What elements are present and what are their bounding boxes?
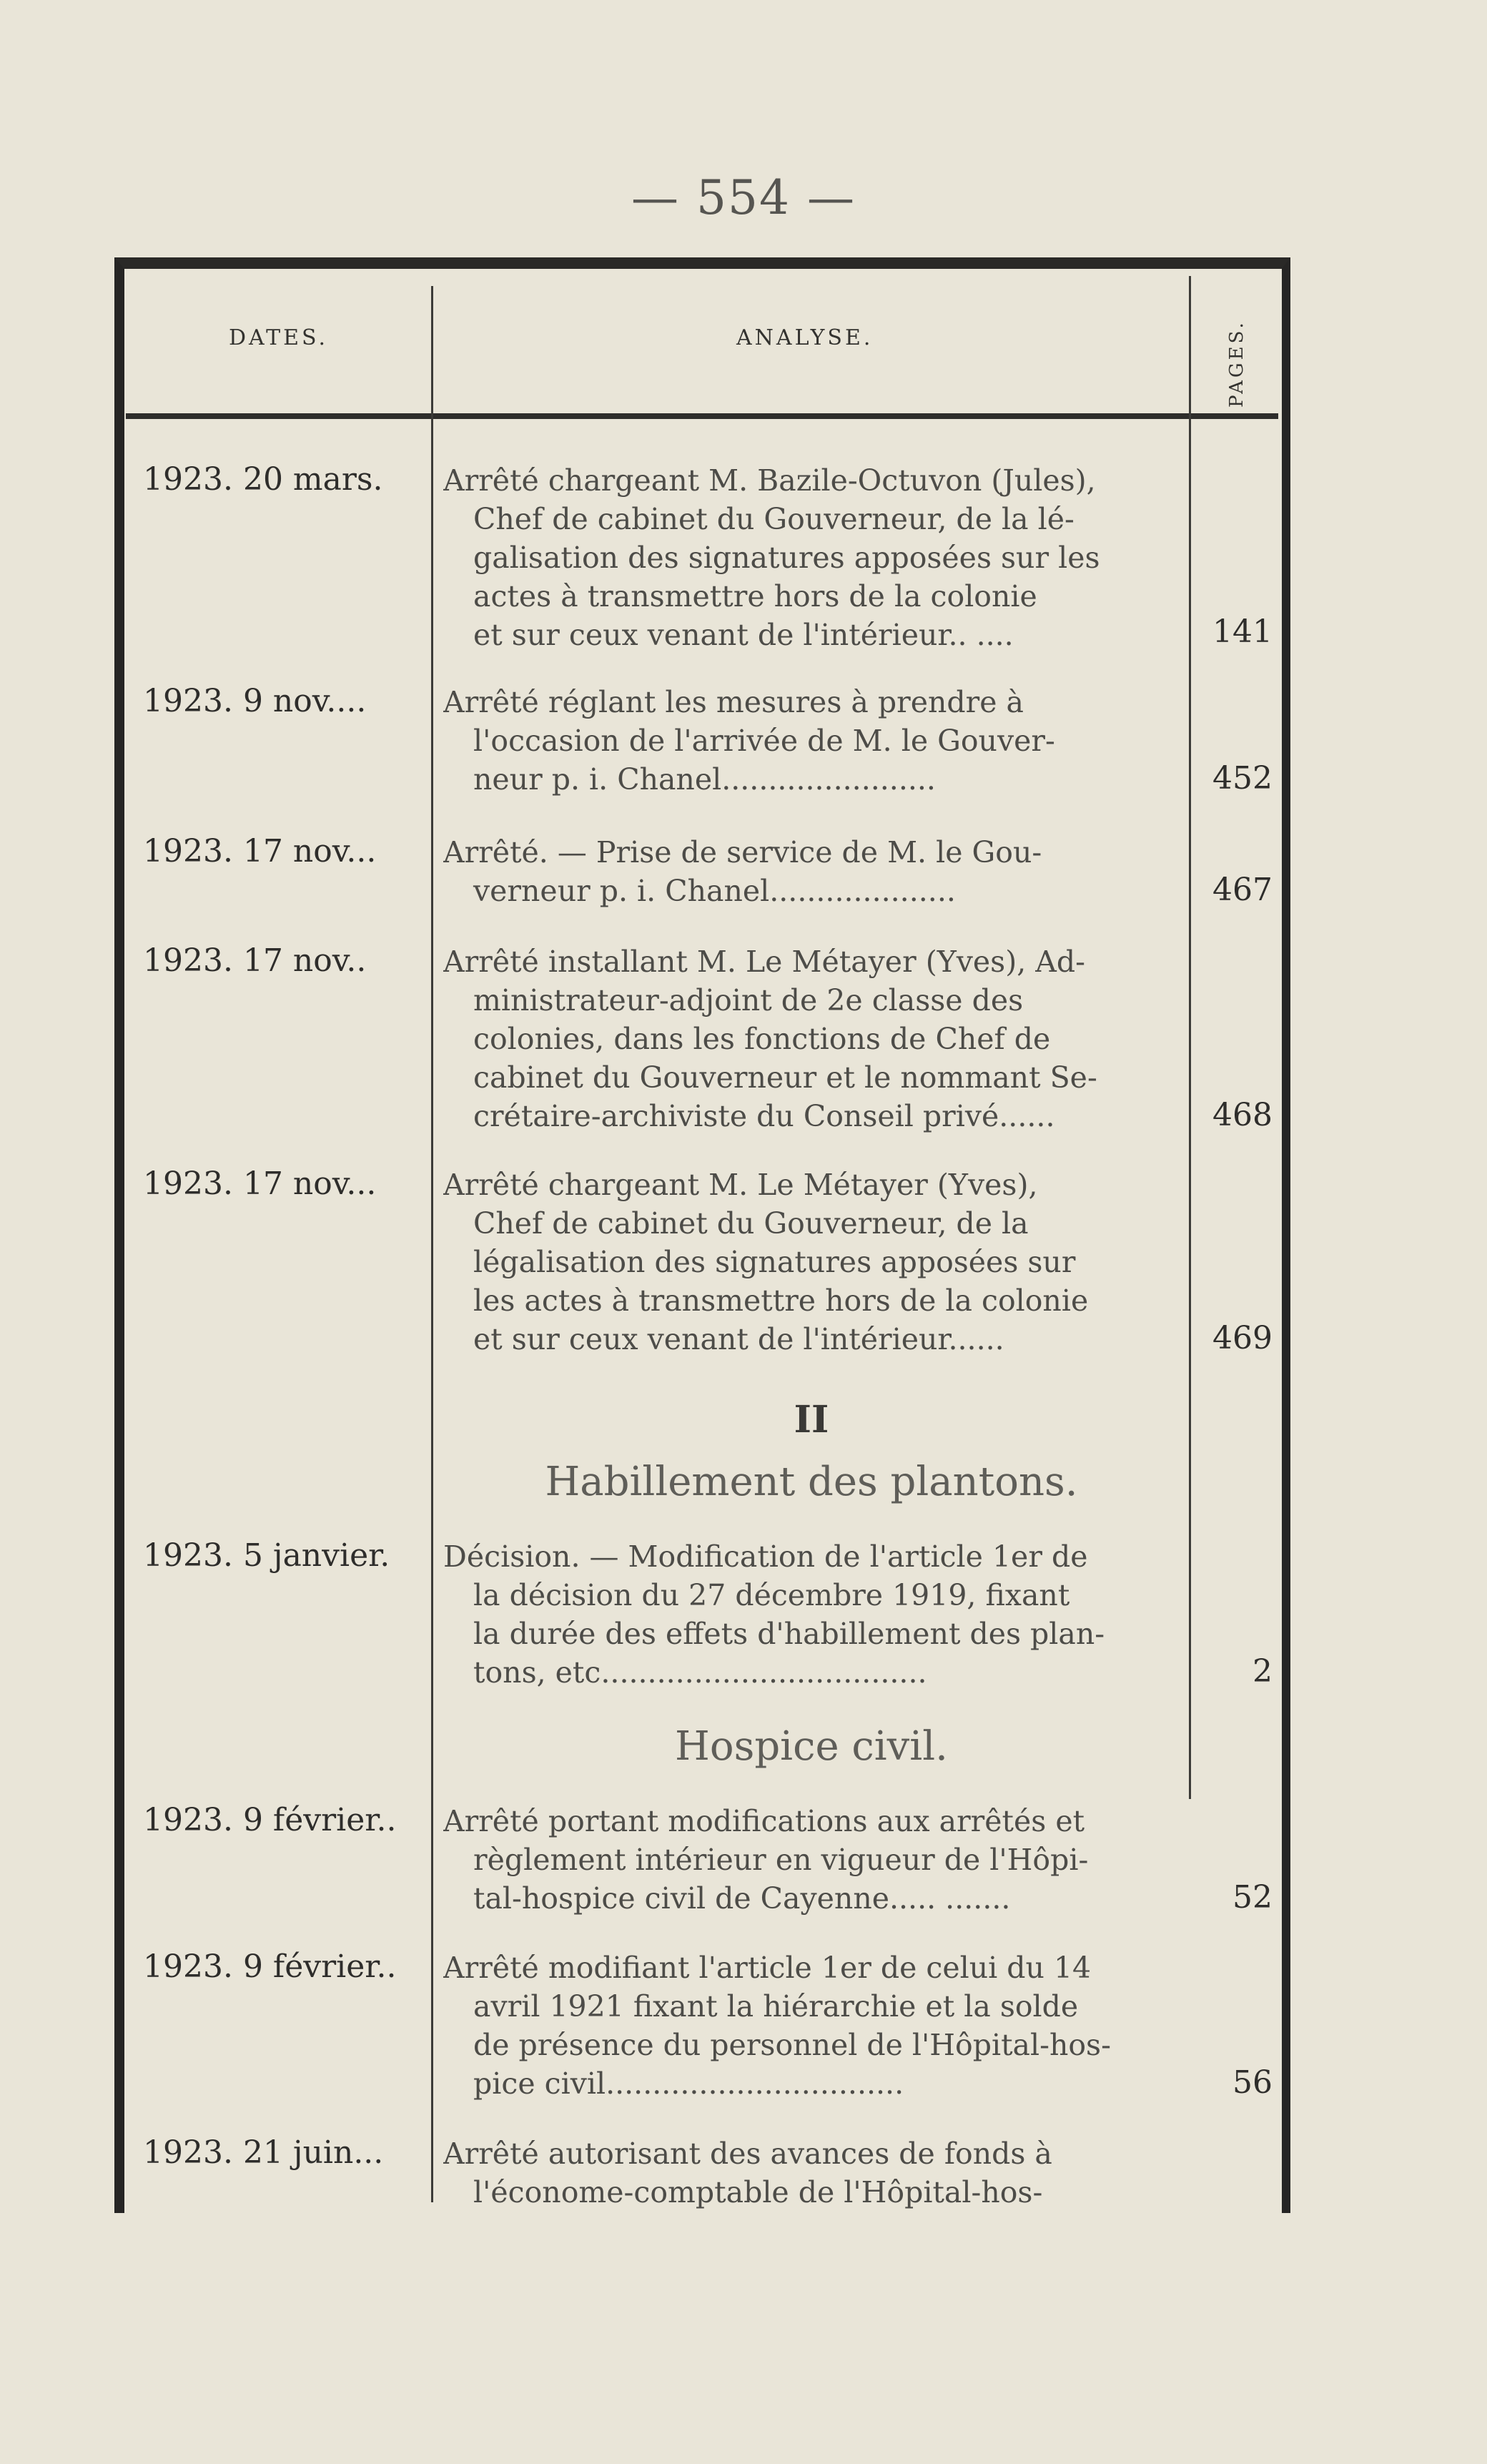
entry-date: 1923. 17 nov... [143, 833, 377, 869]
entry-line: et sur ceux venant de l'intérieur...... [473, 1322, 1004, 1356]
page-number: — 554 — [631, 170, 856, 225]
entry-line: pice civil................................ [473, 2066, 904, 2101]
entry-line: l'occasion de l'arrivée de M. le Gouver- [473, 724, 1055, 758]
column-divider-dates [431, 286, 433, 2202]
entry-line: colonies, dans les fonctions de Chef de [473, 1022, 1051, 1056]
entry-line: Arrêté réglant les mesures à prendre à [443, 685, 1024, 719]
entry-date: 1923. 5 janvier. [143, 1537, 390, 1574]
entry-analysis [443, 2134, 1180, 2212]
entry-analysis [443, 683, 1180, 799]
entry-date: 1923. 9 nov.... [143, 683, 367, 719]
entry-date: 1923. 21 juin... [143, 2134, 384, 2171]
entry-line: Décision. — Modification de l'article 1er de [443, 1539, 1088, 1574]
entry-line: ministrateur-adjoint de 2e classe des [473, 983, 1024, 1017]
entry-line: Arrêté modifiant l'article 1er de celui du 14 [443, 1951, 1092, 1985]
entry-analysis [443, 1166, 1180, 1359]
entry-analysis [443, 1948, 1180, 2103]
entry-line: crétaire-archiviste du Conseil privé...... [473, 1099, 1055, 1133]
entry-page: 468 [1212, 1097, 1273, 1133]
entry-page: 452 [1212, 760, 1273, 797]
section-number: II [794, 1398, 829, 1442]
header-analyse: ANALYSE. [736, 325, 874, 350]
entry-line: et sur ceux venant de l'intérieur.. .... [473, 618, 1014, 652]
entry-date: 1923. 9 février.. [143, 1948, 397, 1985]
header-dates: DATES. [229, 325, 329, 350]
entry-analysis [443, 942, 1180, 1135]
entry-analysis [443, 461, 1180, 654]
column-divider-pages [1189, 276, 1191, 1799]
entry-page: 467 [1212, 872, 1273, 908]
entry-line: actes à transmettre hors de la colonie [473, 579, 1037, 613]
header-pages: PAGES. [1226, 320, 1248, 408]
entry-date: 1923. 20 mars. [143, 461, 383, 498]
entry-page: 56 [1232, 2064, 1273, 2101]
entry-line: Chef de cabinet du Gouverneur, de la lé- [473, 502, 1075, 536]
entry-line: cabinet du Gouverneur et le nommant Se- [473, 1060, 1097, 1095]
entry-date: 1923. 9 février.. [143, 1802, 397, 1838]
entry-line: les actes à transmettre hors de la colonie [473, 1283, 1089, 1318]
entry-line: de présence du personnel de l'Hôpital-hos- [473, 2028, 1111, 2062]
entry-line: Arrêté. — Prise de service de M. le Gou- [443, 835, 1042, 869]
entry-line: la décision du 27 décembre 1919, fixant [473, 1578, 1070, 1612]
entry-line: Arrêté installant M. Le Métayer (Yves), Ad- [443, 945, 1085, 979]
entry-line: galisation des signatures apposées sur les [473, 541, 1100, 575]
entry-line: légalisation des signatures apposées sur [473, 1245, 1076, 1279]
entry-line: la durée des effets d'habillement des plan- [473, 1617, 1105, 1651]
entry-analysis [443, 1537, 1180, 1692]
entry-line: Arrêté autorisant des avances de fonds à [443, 2137, 1052, 2171]
entry-page: 2 [1253, 1653, 1273, 1690]
entry-line: Arrêté chargeant M. Le Métayer (Yves), [443, 1168, 1038, 1202]
entry-line: tons, etc................................... [473, 1655, 927, 1690]
entry-line: Chef de cabinet du Gouverneur, de la [473, 1206, 1029, 1241]
entry-line: l'économe-comptable de l'Hôpital-hos- [473, 2175, 1043, 2209]
entry-page: 141 [1212, 613, 1273, 650]
entry-analysis [443, 833, 1180, 910]
entry-line: verneur p. i. Chanel.................... [473, 874, 956, 908]
entry-line: règlement intérieur en vigueur de l'Hôpi- [473, 1843, 1089, 1877]
entry-date: 1923. 17 nov... [143, 1166, 377, 1202]
header-rule [126, 413, 1278, 419]
entry-line: Arrêté chargeant M. Bazile-Octuvon (Jules), [443, 463, 1096, 498]
entry-line: neur p. i. Chanel....................... [473, 762, 936, 797]
section-title: Hospice civil. [675, 1723, 948, 1770]
entry-analysis [443, 1802, 1180, 1918]
section-title: Habillement des plantons. [545, 1459, 1078, 1505]
entry-date: 1923. 17 nov.. [143, 942, 367, 979]
entry-page: 52 [1232, 1879, 1273, 1916]
entry-page: 469 [1212, 1320, 1273, 1356]
entry-line: avril 1921 fixant la hiérarchie et la solde [473, 1989, 1079, 2024]
entry-line: Arrêté portant modifications aux arrêtés et [443, 1804, 1085, 1838]
entry-line: tal-hospice civil de Cayenne..... ....... [473, 1881, 1011, 1916]
